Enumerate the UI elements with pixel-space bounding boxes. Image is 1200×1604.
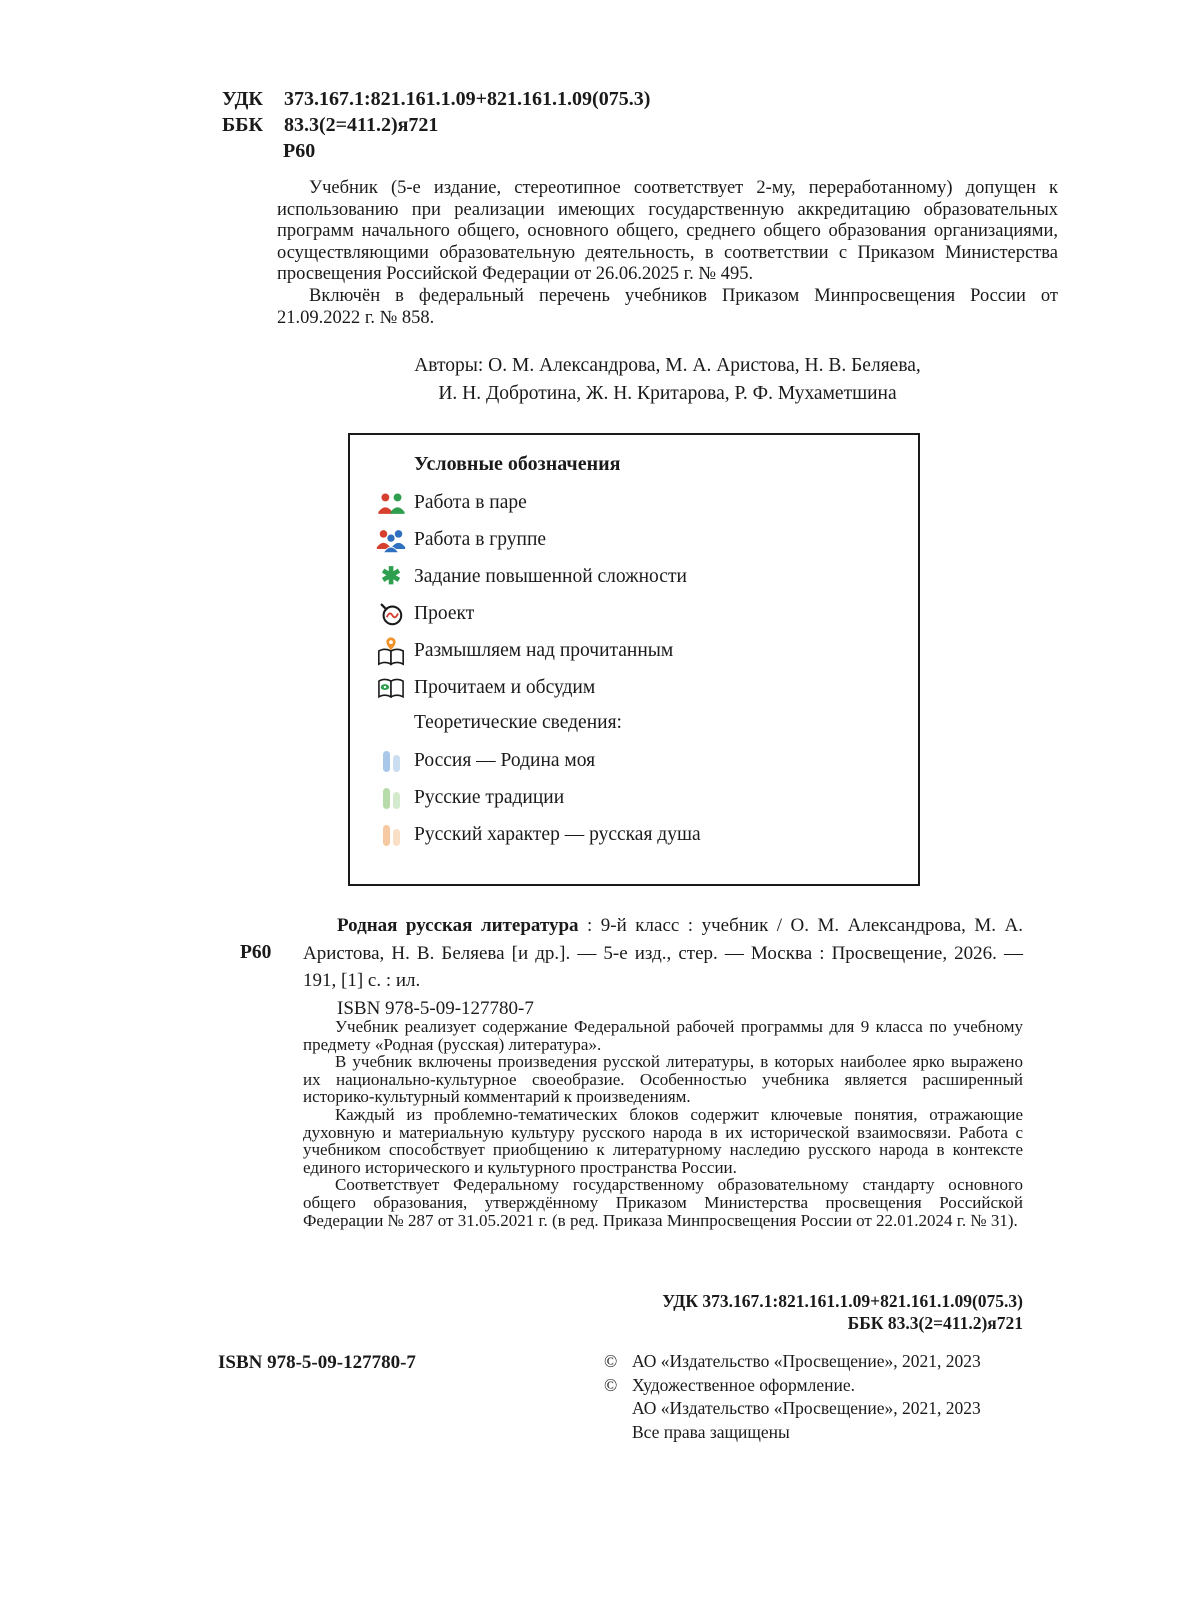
copyright-line (604, 1350, 981, 1374)
pair-work-icon (368, 492, 414, 515)
group-work-icon (368, 528, 414, 553)
copyright-marker (604, 1397, 632, 1421)
read-discuss-icon (368, 675, 414, 701)
legend-title: Условные обозначения (414, 453, 621, 475)
legend-item-reflect (368, 638, 900, 664)
advanced-task-icon (368, 565, 414, 589)
annotation-paragraph-4: Соответствует Федеральному государственному образовательному стандарту основного общего образования, утверждённому Приказом Министерства просвещения Российской Федерации № 287 от 31.05.2021 г. (в ред. Приказа Минпросвещения России от 22.01.2024 г. № 31). (303, 1175, 1023, 1230)
theory-item-character (368, 822, 900, 848)
legend-item-pair (368, 490, 900, 516)
legend-label: Работа в паре (414, 492, 527, 513)
legend-label: Прочитаем и обсудим (414, 677, 596, 698)
catalog-title: Родная русская литература (337, 915, 579, 936)
udk-line (222, 86, 650, 112)
annotation-paragraph-1: Учебник реализует содержание Федеральной рабочей программы для 9 класса по учебному предмету «Родная (русская) литература». (303, 1017, 1023, 1054)
legend-item-advanced (368, 564, 900, 590)
approval-paragraph-2: Включён в федеральный перечень учебников Приказом Минпросвещения России от 21.09.2022 г. № 858. (277, 285, 1058, 328)
approval-section (277, 178, 1058, 329)
bibliographic-header (222, 86, 650, 164)
copyright-line (604, 1397, 981, 1421)
udk-value: 373.167.1:821.161.1.09+821.161.1.09(075.3) (284, 88, 651, 110)
annotation-paragraph-2: В учебник включены произведения русской литературы, в которых наиболее ярко выражено их национально-культурное своеобразие. Особенностью учебника является расширенный историко-культурный комментарий к произведениям. (303, 1052, 1023, 1107)
copyright-line (604, 1374, 981, 1398)
theory-title: Теоретические сведения: (414, 712, 622, 733)
authors-section (277, 352, 1058, 408)
legend-label: Русские традиции (414, 787, 565, 808)
legend-label: Проект (414, 603, 475, 624)
copyright-text: Художественное оформление. (632, 1374, 855, 1395)
theory-item-russia (368, 748, 900, 774)
bar (383, 825, 390, 846)
project-icon (368, 601, 414, 627)
bar (383, 751, 390, 772)
udk-label: УДК (222, 88, 263, 110)
copyright-marker: © (604, 1374, 618, 1395)
bar (393, 792, 400, 809)
annotation-paragraph-3: Каждый из проблемно-тематических блоков содержит ключевые понятия, отражающие духовную и материальную культуру русского народа в их исторической взаимосвязи. Работа с учебником способствует приобщению к литературному наследию русского народа в контексте единого исторического и культурного пространства России. (303, 1104, 1023, 1177)
theory-bars-green-icon (368, 788, 414, 809)
copyright-text: Все права защищены (632, 1421, 790, 1442)
footer-udk: УДК 373.167.1:821.161.1.09+821.161.1.09(075.3) (662, 1291, 1023, 1311)
copyright-marker (604, 1421, 632, 1445)
legend-label: Русский характер — русская душа (414, 824, 701, 845)
catalog-entry (303, 912, 1023, 995)
book-code: Р60 (283, 140, 316, 162)
legend-label: Работа в группе (414, 529, 547, 550)
bbk-value: 83.3(2=411.2)я721 (284, 114, 439, 136)
authors-line-1: Авторы: О. М. Александрова, М. А. Аристова, Н. В. Беляева, (414, 355, 921, 376)
legend-item-read-discuss (368, 675, 900, 701)
bar (393, 755, 400, 772)
annotation-section (303, 1018, 1023, 1229)
theory-bars-orange-icon (368, 825, 414, 846)
bbk-label: ББК (222, 114, 263, 136)
theory-bars-blue-icon (368, 751, 414, 772)
bar (383, 788, 390, 809)
legend-label: Россия — Родина моя (414, 750, 596, 771)
theory-item-traditions (368, 785, 900, 811)
asterisk-glyph: ✱ (380, 564, 402, 590)
legend-label: Задание повышенной сложности (414, 566, 687, 587)
copyright-line (604, 1421, 981, 1445)
bar (393, 829, 400, 846)
bbk-line (222, 112, 650, 138)
copyright-text: АО «Издательство «Просвещение», 2021, 2023 (632, 1351, 981, 1371)
footer-bbk: ББК 83.3(2=411.2)я721 (847, 1313, 1023, 1333)
copyright-marker: © (604, 1351, 618, 1371)
approval-paragraph-1: Учебник (5-е издание, стереотипное соответствует 2-му, переработанному) допущен к использованию при реализации имеющих государственную аккредитацию образовательных программ начального общего, основного общего, среднего общего образования организациями, осуществляющими образовательную деятельность, в соответствии с Приказом Министерства просвещения Российской Федерации от 26.06.2025 г. № 495. (277, 178, 1058, 285)
catalog-description: : 9-й класс : учебник / О. М. Александрова, М. А. Аристова, Н. В. Беляева [и др.]. — 5-е изд., стер. — Москва : Просвещение, 2026. — 191, [1] с. : ил. (303, 915, 1023, 991)
bottom-isbn: ISBN 978-5-09-127780-7 (218, 1352, 416, 1373)
reflect-icon (368, 636, 414, 666)
footer-codes (303, 1290, 1023, 1334)
catalog-isbn: ISBN 978-5-09-127780-7 (337, 997, 534, 1019)
legend-item-project (368, 601, 900, 627)
copyright-text: АО «Издательство «Просвещение», 2021, 2023 (632, 1398, 981, 1418)
catalog-section (240, 912, 1023, 1022)
legend-box (348, 433, 920, 886)
legend-item-group (368, 527, 900, 553)
legend-label: Размышляем над прочитанным (414, 640, 674, 661)
authors-line-2: И. Н. Добротина, Ж. Н. Критарова, Р. Ф. Мухаметшина (438, 383, 897, 404)
copyright-section (604, 1350, 981, 1444)
catalog-code: Р60 (240, 942, 272, 963)
